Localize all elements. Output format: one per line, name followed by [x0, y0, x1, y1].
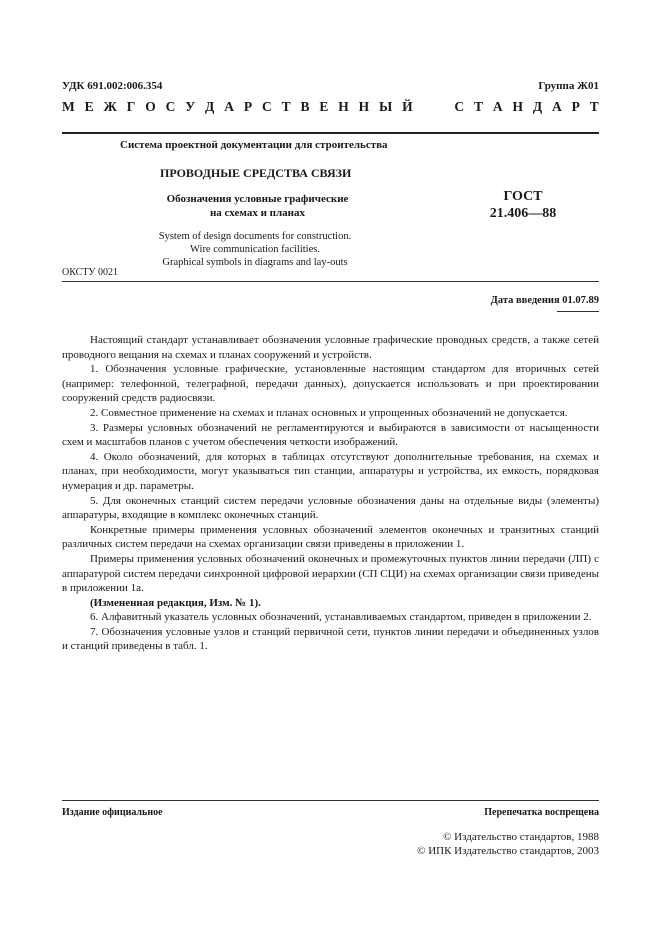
heading-letter: Н	[358, 99, 370, 114]
english-line-3: Graphical symbols in diagrams and lay-outs	[162, 257, 348, 268]
heading-letter: Р	[243, 99, 253, 114]
title-divider	[62, 281, 599, 282]
system-name: Система проектной документации для строительства	[120, 139, 388, 151]
heading-letter: У	[185, 99, 196, 114]
group-code: Группа Ж01	[538, 80, 599, 92]
paragraph: 1. Обозначения условные графические, установленные настоящим стандартом для вторичных сетей (например: телефонной, телеграфной, передачи данных), допускается использовать и при проектировании сооружений средств радиосвязи.	[62, 363, 599, 405]
okstu-code: ОКСТУ 0021	[62, 267, 119, 278]
date-underline	[557, 311, 599, 312]
heading-letter: Д	[532, 99, 543, 114]
paragraph: Конкретные примеры применения условных обозначений элементов оконечных и транзитных станций различных систем передачи на схемах организации связи приведены в приложении 1.	[62, 523, 599, 551]
heading-letter: С	[261, 99, 272, 114]
gost-designation	[488, 188, 558, 222]
english-title	[140, 230, 370, 269]
footer-divider	[62, 800, 599, 801]
paragraph: 2. Совместное применение на схемах и планах основных и упрощенных обозначений не допускается.	[90, 406, 568, 419]
paragraph: 4. Около обозначений, для которых в таблицах отсутствуют дополнительные требования, на схемах и планах, при необходимости, могут указываться тип станции, аппаратуры и устройства, их емкость, порядковая нумерация и др. параметры.	[62, 450, 599, 492]
copyright-line-1: © Издательство стандартов, 1988	[443, 831, 599, 843]
header-divider	[62, 132, 599, 134]
heading-letter: С	[165, 99, 176, 114]
reprint-notice: Перепечатка воспрещена	[484, 807, 599, 818]
paragraph: Настоящий стандарт устанавливает обозначения условные графические проводных средств, а также сетей проводного вещания на схемах и планах сооружений и устройств.	[62, 334, 599, 361]
heading-letter: Г	[126, 99, 136, 114]
paragraph: 5. Для оконечных станций систем передачи условные обозначения даны на отдельные виды (элементы) аппаратуры, входящие в комплекс оконечных станций.	[62, 494, 599, 522]
copyright-block	[417, 830, 599, 858]
heading-letter: Ы	[379, 99, 393, 114]
heading-letter: Е	[319, 99, 329, 114]
heading-letter: Н	[512, 99, 523, 114]
official-edition: Издание официальное	[62, 807, 163, 818]
heading-letter: С	[454, 99, 465, 114]
heading-letter: В	[300, 99, 310, 114]
heading-letter: Т	[589, 99, 599, 114]
heading-letter: Р	[571, 99, 580, 114]
copyright-line-2: © ИПК Издательство стандартов, 2003	[417, 845, 599, 857]
heading-letter: А	[552, 99, 562, 114]
heading-letter: О	[145, 99, 156, 114]
heading-letter	[423, 99, 429, 115]
heading-letter: А	[492, 99, 503, 114]
paragraph: 7. Обозначения условные узлов и станций первичной сети, пунктов линии передачи и объединенных узлов и станций приведены в табл. 1.	[62, 625, 599, 653]
udk-code: УДК 691.002:006.354	[62, 80, 163, 92]
standard-type-heading	[62, 99, 599, 115]
heading-letter: Д	[205, 99, 215, 114]
document-title: ПРОВОДНЫЕ СРЕДСТВА СВЯЗИ	[160, 166, 352, 180]
body-text	[62, 333, 599, 654]
heading-letter: Т	[473, 99, 483, 114]
document-subtitle	[150, 192, 365, 220]
subtitle-line-2: на схемах и планах	[209, 207, 306, 219]
date-label: Дата введения	[490, 295, 560, 306]
gost-number: 21.406—88	[489, 206, 557, 221]
paragraph: 3. Размеры условных обозначений не регламентируются и выбираются в зависимости от насыщенности схем и масштабов планов с учетом обеспечения четкости изображений.	[62, 421, 599, 449]
heading-letter: Т	[281, 99, 291, 114]
gost-label: ГОСТ	[503, 189, 543, 204]
subtitle-line-1: Обозначения условные графические	[166, 193, 349, 205]
paragraph: 6. Алфавитный указатель условных обозначений, устанавливаемых стандартом, приведен в приложении 2.	[90, 611, 592, 624]
heading-letter: Й	[402, 99, 413, 114]
date-value: 01.07.89	[562, 295, 599, 306]
paragraph: Примеры применения условных обозначений оконечных и промежуточных пунктов линии передачи (ЛП) с аппаратурой систем передачи синхронной цифровой иерархии (СП СЦИ) на схемах организации связи приведены в приложении 1а.	[62, 552, 599, 595]
heading-letter: Ж	[103, 99, 117, 114]
effective-date	[491, 295, 599, 306]
english-line-2: Wire communication facilities.	[190, 244, 320, 255]
heading-letter: М	[62, 99, 75, 114]
english-line-1: System of design documents for construction.	[158, 231, 352, 242]
heading-letter: А	[224, 99, 234, 114]
heading-letter: Е	[84, 99, 94, 114]
heading-letter	[438, 99, 444, 115]
heading-letter: Н	[338, 99, 349, 114]
amendment-note: (Измененная редакция, Изм. № 1).	[90, 596, 261, 609]
